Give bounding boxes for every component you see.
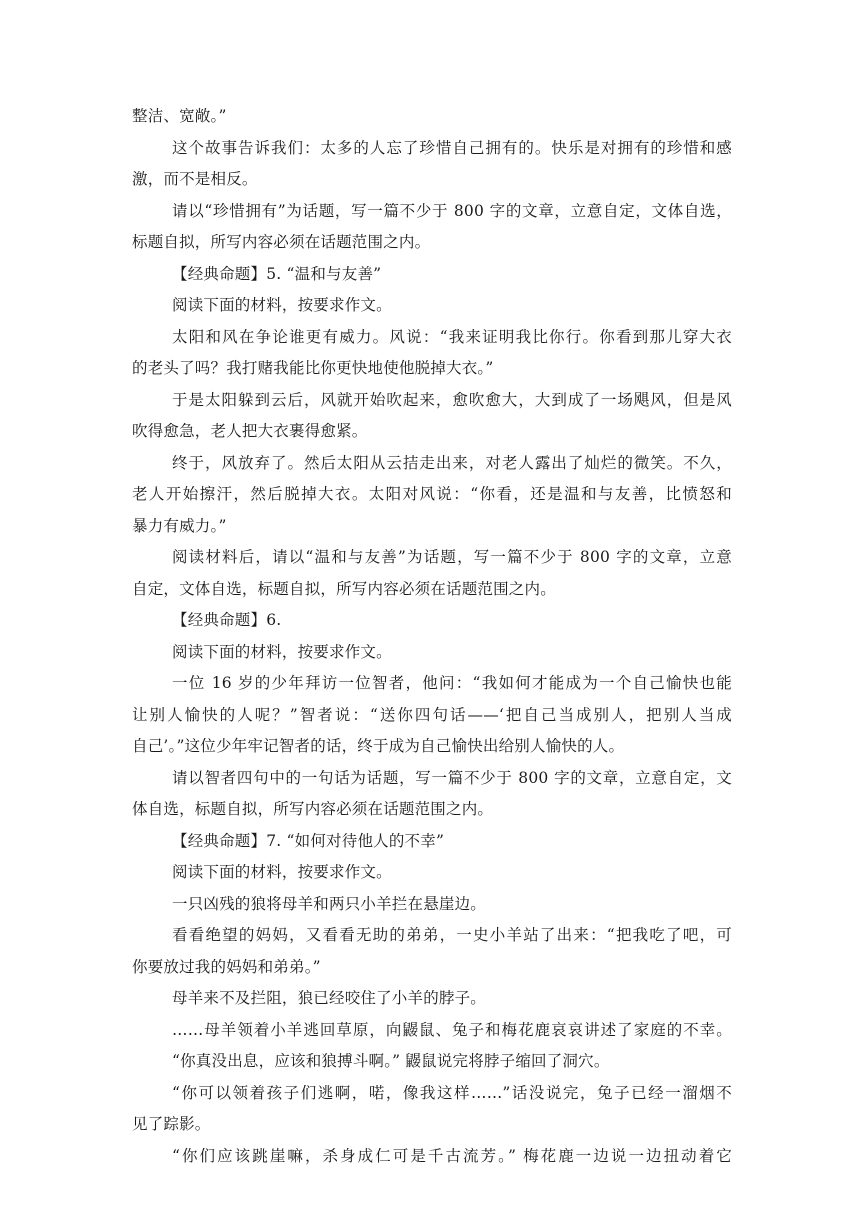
text-line: 母羊来不及拦阻，狼已经咬住了小羊的脖子。 xyxy=(172,989,487,1007)
text-line: 让别人愉快的人呢？”智者说：“送你四句话——‘把自己当成别人，把别人当成 xyxy=(132,705,732,724)
document-body xyxy=(132,101,732,1172)
text-line: 于是太阳躲到云后，风就开始吹起来，愈吹愈大，大到成了一场飓风，但是风 xyxy=(172,390,732,409)
text-line: 一位 16 岁的少年拜访一位智者，他问：“我如何才能成为一个自己愉快也能 xyxy=(172,674,732,692)
text-line: 太阳和风在争论谁更有威力。风说：“我来证明我比你行。你看到那儿穿大衣 xyxy=(172,327,732,346)
text-line: 激，而不是相反。 xyxy=(132,170,258,188)
text-line: 阅读下面的材料，按要求作文。 xyxy=(172,296,392,314)
text-line: “你们应该跳崖嘛，杀身成仁可是千古流芳。” 梅花鹿一边说一边扭动着它 xyxy=(172,1146,732,1165)
text-line: 自己’。”这位少年牢记智者的话，终于成为自己愉快出给别人愉快的人。 xyxy=(132,737,625,755)
text-line: 阅读下面的材料，按要求作文。 xyxy=(172,642,392,661)
text-line: 请以智者四句中的一句话为话题，写一篇不少于 800 字的文章，立意自定，文 xyxy=(172,768,732,787)
text-line: 一只凶残的狼将母羊和两只小羊拦在悬崖边。 xyxy=(172,894,487,913)
text-line: 【经典命题】6. xyxy=(172,611,282,629)
text-line: 整洁、宽敞。” xyxy=(132,107,227,125)
text-line: 终于，风放弃了。然后太阳从云拮走出来，对老人露出了灿烂的微笑。不久， xyxy=(172,453,732,472)
text-line: 的老头了吗？我打赌我能比你更快地使他脱掉大衣。” xyxy=(132,359,494,377)
text-line: 标题自拟，所写内容必须在话题范围之内。 xyxy=(132,233,431,251)
text-line: 【经典命题】7. “如何对待他人的不幸” xyxy=(172,831,445,850)
text-line: 请以“珍惜拥有”为话题，写一篇不少于 800 字的文章，立意自定，文体自选， xyxy=(172,201,732,220)
text-line: “你可以领着孩子们逃啊，喏，像我这样……”话没说完，兔子已经一溜烟不 xyxy=(172,1083,732,1102)
text-line: ……母羊领着小羊逃回草原，向鼹鼠、兔子和梅花鹿哀哀讲述了家庭的不幸。 xyxy=(172,1020,732,1039)
text-line: 暴力有威力。” xyxy=(132,516,227,535)
text-line: 老人开始擦汗，然后脱掉大衣。太阳对风说：“你看，还是温和与友善，比愤怒和 xyxy=(132,485,732,503)
text-line: 自定，文体自选，标题自拟，所写内容必须在话题范围之内。 xyxy=(132,579,556,598)
text-line: 吹得愈急，老人把大衣裹得愈紧。 xyxy=(132,422,368,440)
text-line: 阅读材料后，请以“温和与友善”为话题，写一篇不少于 800 字的文章，立意 xyxy=(172,548,732,566)
text-line: 看看绝望的妈妈，又看看无助的弟弟，一史小羊站了出来：“把我吃了吧，可 xyxy=(172,926,732,944)
text-line: 这个故事告诉我们：太多的人忘了珍惜自己拥有的。快乐是对拥有的珍惜和感 xyxy=(172,138,732,157)
text-line: 体自选，标题自拟，所写内容必须在话题范围之内。 xyxy=(132,800,494,818)
text-line: “你真没出息，应该和狼搏斗啊。” 鼹鼠说完将脖子缩回了洞穴。 xyxy=(172,1052,610,1070)
text-line: 阅读下面的材料，按要求作文。 xyxy=(172,863,392,881)
text-line: 【经典命题】5. “温和与友善” xyxy=(172,264,382,283)
text-line: 你要放过我的妈妈和弟弟。” xyxy=(132,957,321,976)
text-line: 见了踪影。 xyxy=(132,1115,211,1133)
